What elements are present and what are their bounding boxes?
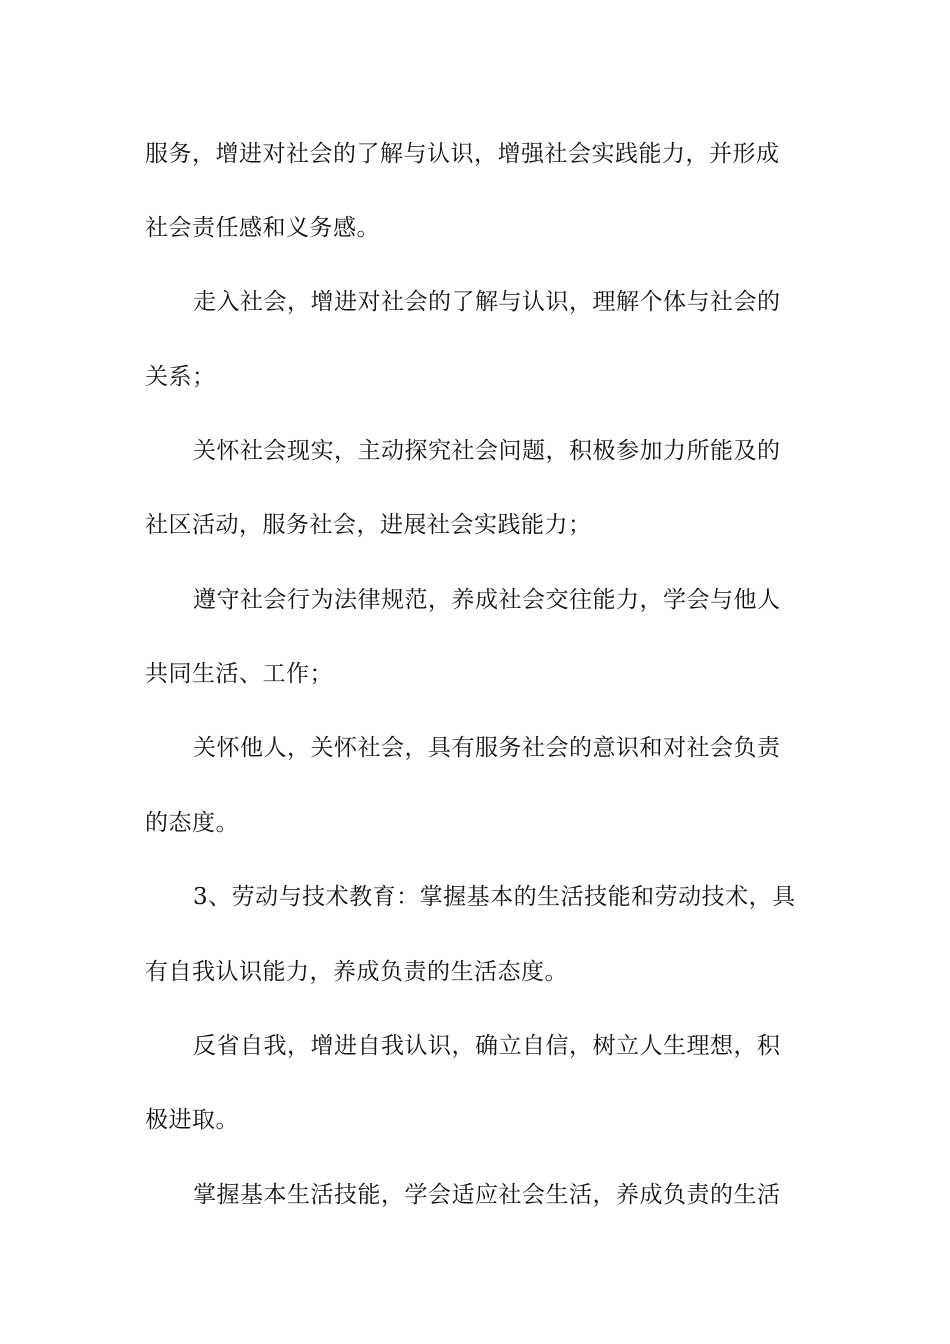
text-line-10: 的态度。 xyxy=(145,810,239,836)
text-line-6: 社区活动，服务社会，进展社会实践能力； xyxy=(145,512,592,538)
text-line-4: 关系； xyxy=(145,364,216,390)
text-line-12: 有自我认识能力，养成负责的生活态度。 xyxy=(145,959,568,985)
text-line-14: 极进取。 xyxy=(145,1107,239,1133)
text-line-5: 关怀社会现实，主动探究社会问题，积极参加力所能及的 xyxy=(193,438,781,464)
text-line-15: 掌握基本生活技能，学会适应社会生活，养成负责的生活 xyxy=(193,1182,781,1208)
text-line-11: 3、劳动与技术教育：掌握基本的生活技能和劳动技术，具 xyxy=(193,884,796,910)
text-line-2: 社会责任感和义务感。 xyxy=(145,215,380,241)
text-line-3: 走入社会，增进对社会的了解与认识，理解个体与社会的 xyxy=(193,289,781,315)
text-line-13: 反省自我，增进自我认识，确立自信，树立人生理想，积 xyxy=(193,1033,781,1059)
text-line-8: 共同生活、工作； xyxy=(145,661,333,687)
text-line-7: 遵守社会行为法律规范，养成社会交往能力，学会与他人 xyxy=(193,587,781,613)
text-line-1: 服务，增进对社会的了解与认识，增强社会实践能力，并形成 xyxy=(145,141,780,167)
text-line-9: 关怀他人，关怀社会，具有服务社会的意识和对社会负责 xyxy=(193,735,781,761)
